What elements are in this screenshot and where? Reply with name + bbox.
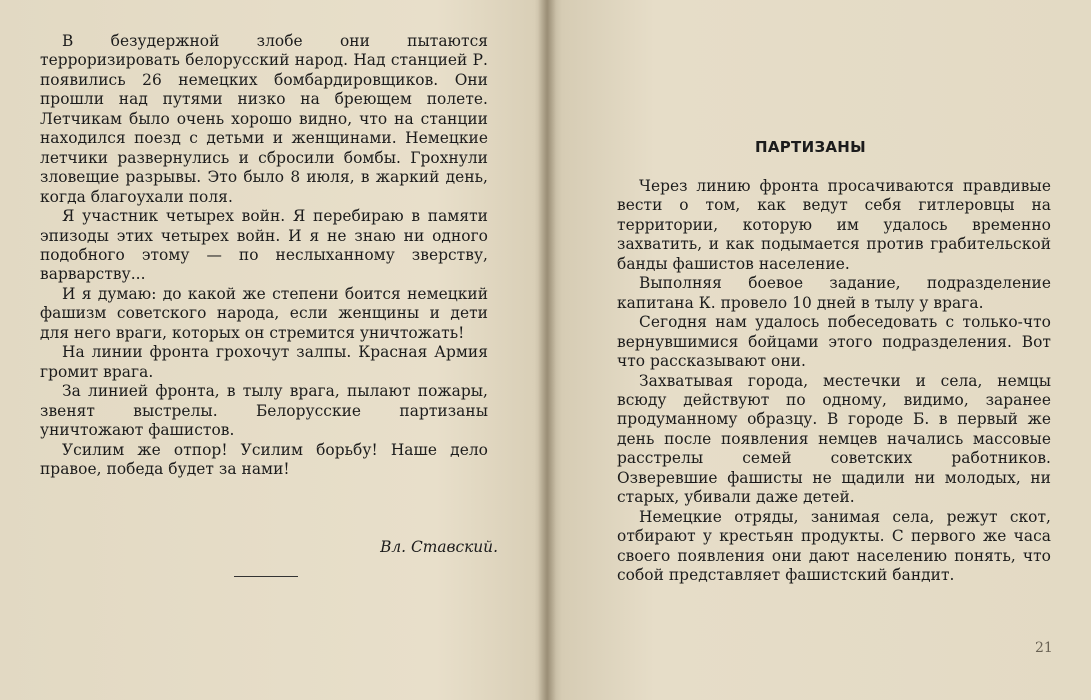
left-paragraph-5: За линией фронта, в тылу врага, пылают пожары, звенят выстрелы. Белорусские партизаны уничтожают фашистов. xyxy=(40,382,488,440)
right-paragraph-2: Выполняя боевое задание, подразделение капитана К. провело 10 дней в тылу у врага. xyxy=(617,274,1051,312)
section-divider xyxy=(234,576,298,577)
right-paragraph-5: Немецкие отряды, занимая села, режут скот, отбирают у крестьян продукты. С первого же часа своего появления они дают населению понять, что собой представляет фашистский бандит. xyxy=(617,507,1051,585)
right-page xyxy=(547,0,1091,700)
left-paragraph-2: Я участник четырех войн. Я перебираю в памяти эпизоды этих четырех войн. И я не знаю ни одного подобного этому — по неслыханному зверству, варварству... xyxy=(40,207,488,284)
page-number: 21 xyxy=(1035,640,1053,656)
left-page-text xyxy=(40,32,488,479)
left-page xyxy=(0,0,545,700)
right-paragraph-3: Сегодня нам удалось побеседовать с только-что вернувшимися бойцами этого подразделения. Вот что рассказывают они. xyxy=(617,313,1051,371)
left-paragraph-6: Усилим же отпор! Усилим борьбу! Наше дело правое, победа будет за нами! xyxy=(40,440,488,478)
left-paragraph-4: На линии фронта грохочут залпы. Красная Армия громит врага. xyxy=(40,343,488,381)
left-paragraph-1: В безудержной злобе они пытаются терроризировать белорусский народ. Над станцией Р. появились 26 немецких бомбардировщиков. Они прошли над путями низко на бреющем полете. Летчикам было очень хорошо видно, что на станции находился поезд с детьми и женщинами. Немецкие летчики развернулись и сбросили бомбы. Грохнули зловещие разрывы. Это было 8 июля, в жаркий день, когда благоухали поля. xyxy=(40,32,488,206)
right-page-text xyxy=(617,177,1051,586)
right-paragraph-1: Через линию фронта просачиваются правдивые вести о том, как ведут себя гитлеровцы на территории, которую им удалось временно захватить, и как подымается против грабительской банды фашистов население. xyxy=(617,177,1051,273)
section-heading: ПАРТИЗАНЫ xyxy=(755,138,867,156)
left-paragraph-3: И я думаю: до какой же степени боится немецкий фашизм советского народа, если женщины и дети для него враги, которых он стремится уничтожать! xyxy=(40,284,488,342)
author-signature: Вл. Ставский. xyxy=(380,538,498,556)
right-paragraph-4: Захватывая города, местечки и села, немцы всюду действуют по одному, видимо, заранее продуманному образцу. В городе Б. в первый же день после появления немцев начались массовые расстрелы семей советских работников. Озверевшие фашисты не щадили ни молодых, ни старых, убивали даже детей. xyxy=(617,371,1051,507)
